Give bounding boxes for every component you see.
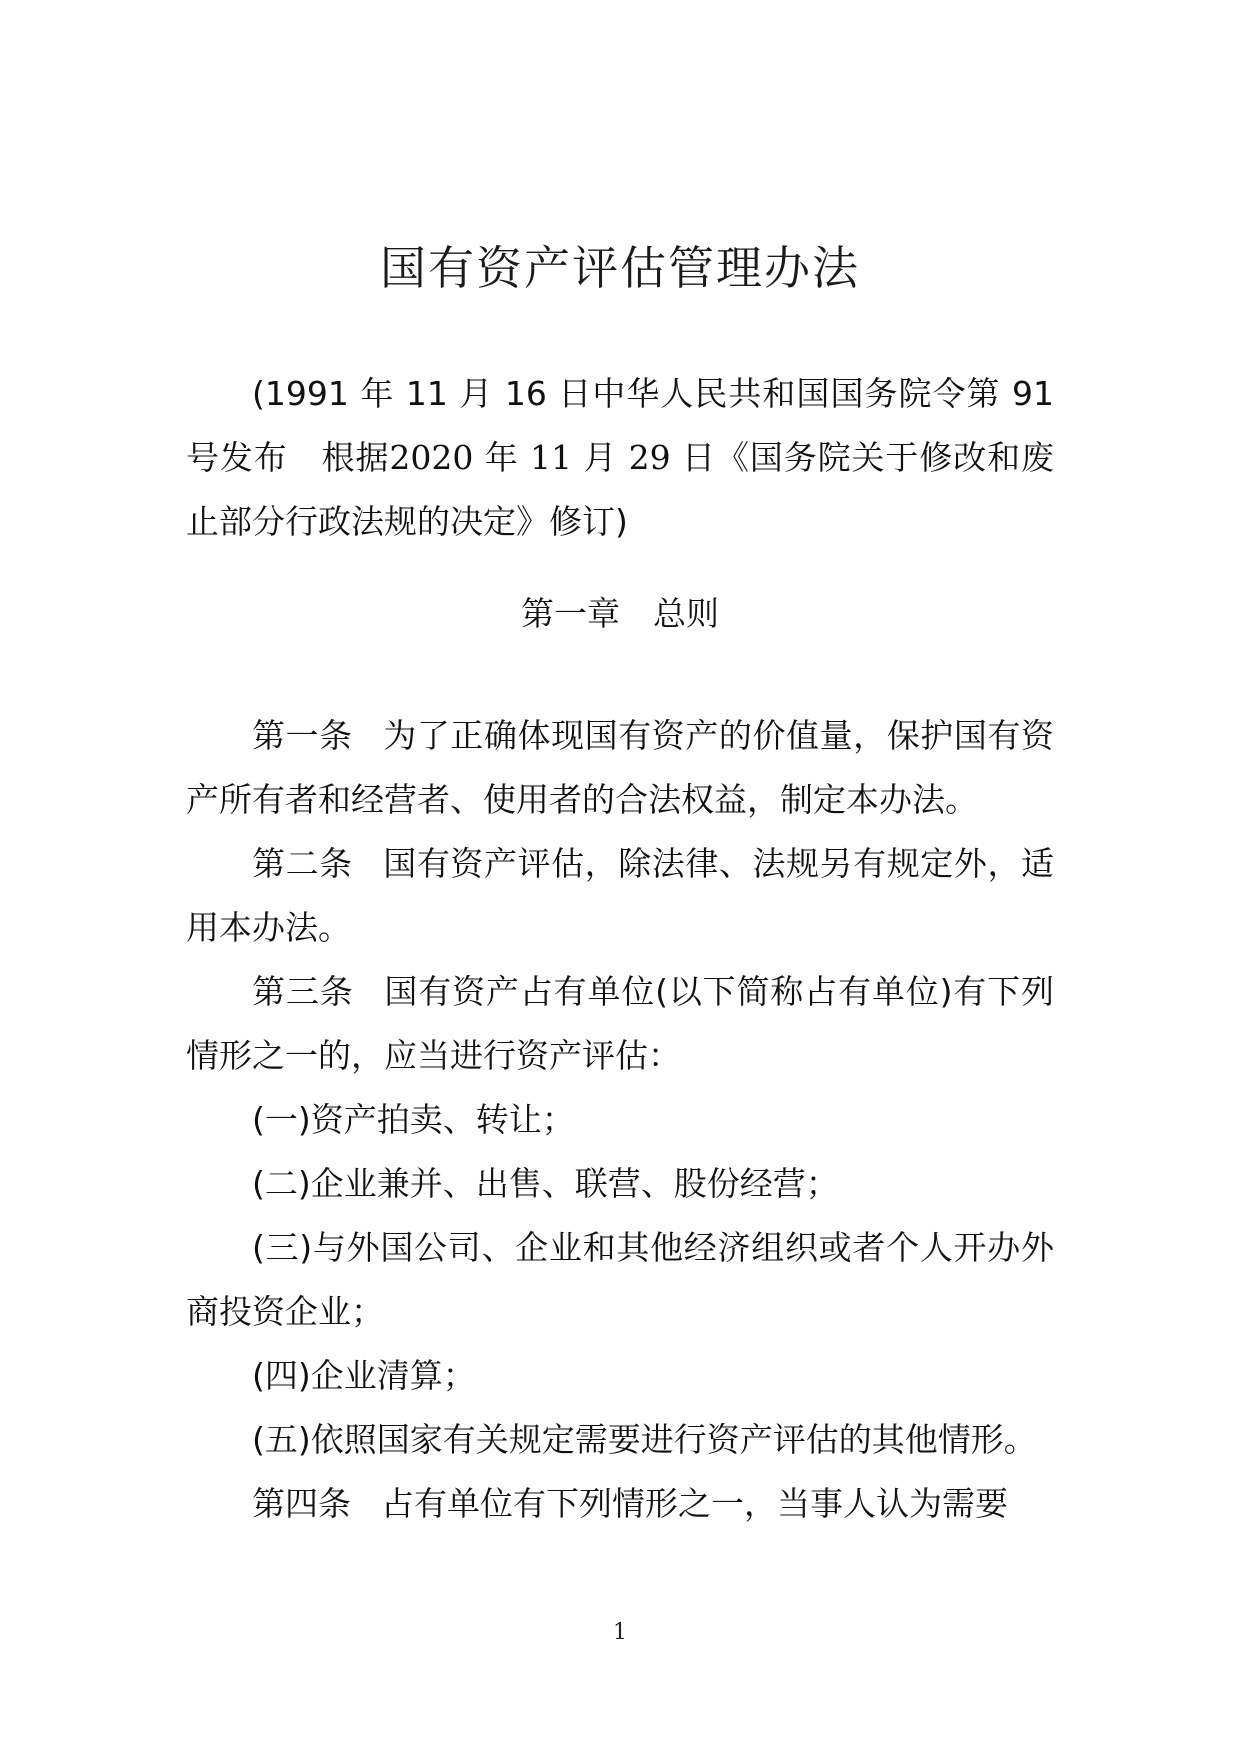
preamble-part-3: 《国务院关于修改和废止部分行政法规的决定》修订): [186, 438, 1055, 541]
list-item-text: (四)企业清算；: [252, 1356, 476, 1395]
article-text: 为了正确体现国有资产的价值量，保护国有资产所有者和经营者、使用者的合法权益，制定本办法。: [186, 716, 1055, 819]
article-label: 第二条: [252, 844, 353, 883]
article-label: 第三条: [252, 972, 354, 1011]
article-list: [186, 704, 1054, 1536]
article-3-item-5: [186, 1408, 1054, 1472]
list-item-text: (三)与外国公司、企业和其他经济组织或者个人开办外商投资企业；: [186, 1228, 1054, 1331]
document-title: 国有资产评估管理办法: [380, 241, 860, 295]
article-3-item-1: [186, 1088, 1054, 1152]
list-item-text: (一)资产拍卖、转让；: [252, 1100, 575, 1139]
article-text: 国有资产评估，除法律、法规另有规定外，适用本办法。: [186, 844, 1055, 947]
article-text: 占有单位有下列情形之一，当事人认为需要: [381, 1484, 1008, 1523]
document-preamble: [186, 362, 1054, 554]
page-number: 1: [613, 1620, 627, 1645]
article-text: 国有资产占有单位(以下简称占有单位)有下列情形之一的，应当进行资产评估：: [186, 972, 1054, 1075]
preamble-part-2: 2020 年 11 月 29 日: [389, 438, 716, 477]
list-item-text: (二)企业兼并、出售、联营、股份经营；: [252, 1164, 839, 1203]
article-4: [186, 1472, 1054, 1536]
article-3-item-2: [186, 1152, 1054, 1216]
article-1: [186, 704, 1054, 832]
article-label: 第四条: [252, 1484, 351, 1523]
article-2: [186, 832, 1054, 960]
preamble-part-1: (1991 年 11 月 16 日中华人民共和国国务院令第 91 号发布 根据: [186, 374, 1054, 477]
chapter-heading: 第一章 总则: [521, 594, 719, 633]
article-3-item-4: [186, 1344, 1054, 1408]
list-item-text: (五)依照国家有关规定需要进行资产评估的其他情形。: [252, 1420, 1037, 1459]
article-label: 第一条: [252, 716, 353, 755]
article-3-item-3: [186, 1216, 1054, 1344]
article-3: [186, 960, 1054, 1088]
